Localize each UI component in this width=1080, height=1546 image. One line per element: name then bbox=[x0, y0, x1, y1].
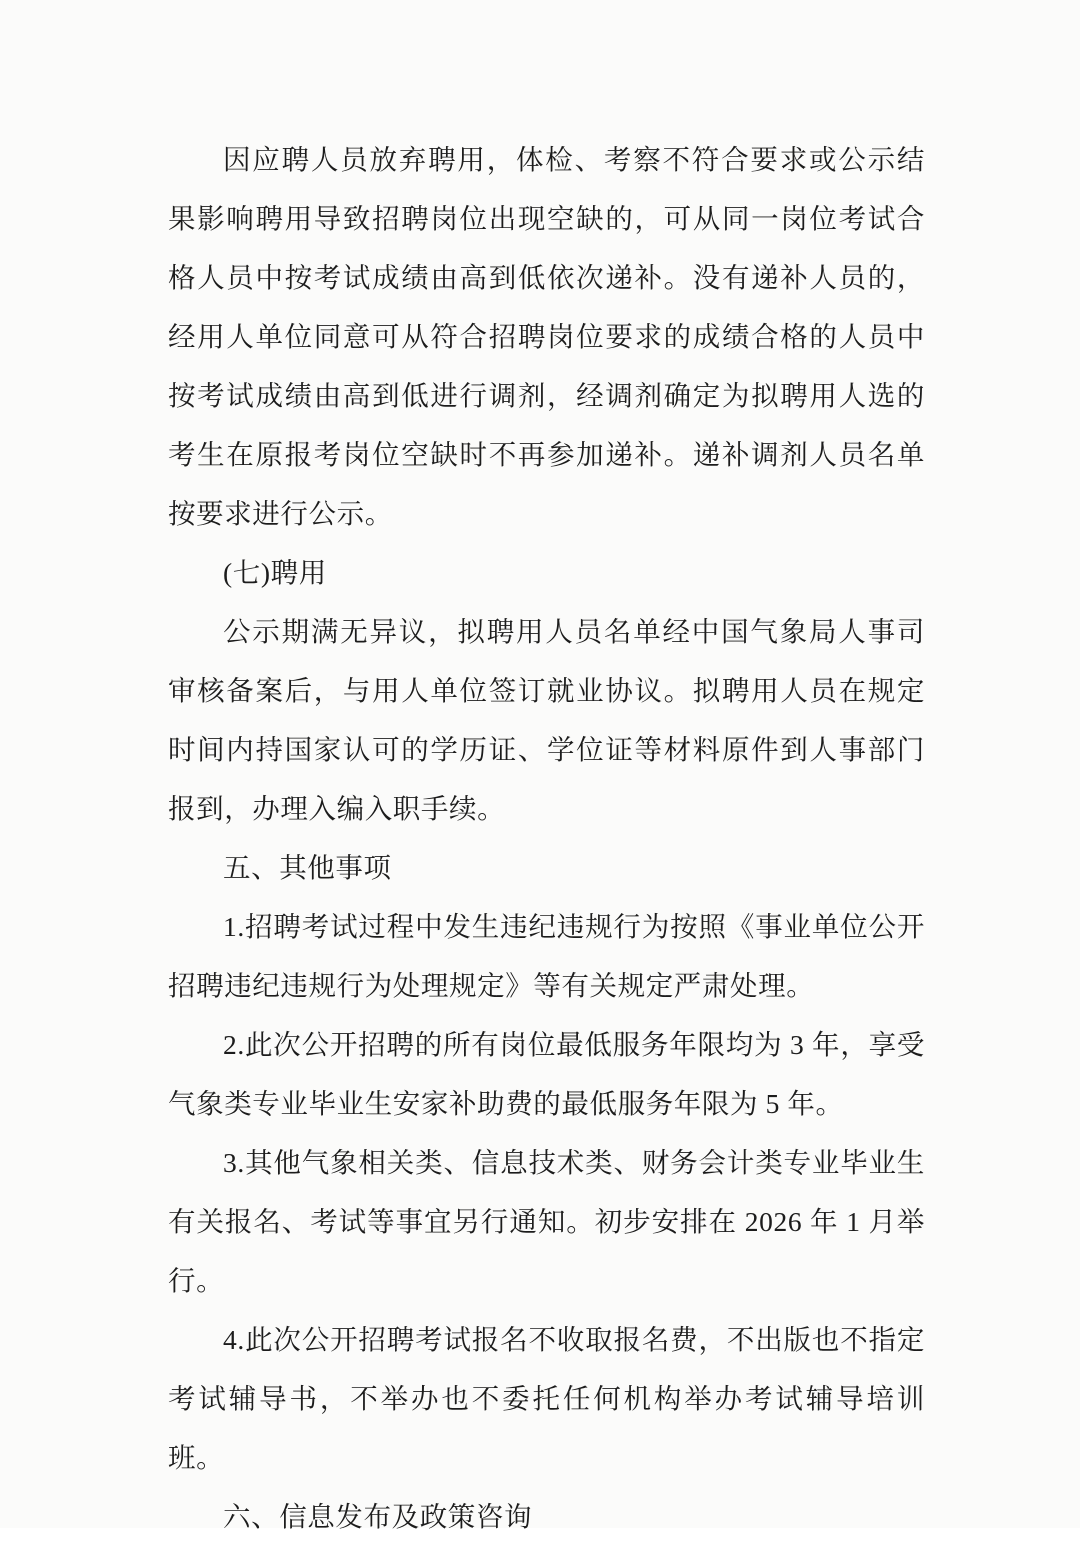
paragraph-employment-detail: 公示期满无异议，拟聘用人员名单经中国气象局人事司审核备案后，与用人单位签订就业协议。拟聘用人员在规定时间内持国家认可的学历证、学位证等材料原件到人事部门报到，办理入编入职手续。 bbox=[168, 616, 925, 824]
heading-section-six-info-release: 六、信息发布及政策咨询 bbox=[223, 1501, 533, 1532]
paragraph-item-4-no-fee: 4.此次公开招聘考试报名不收取报名费，不出版也不指定考试辅导书，不举办也不委托任何机构举办考试辅导培训班。 bbox=[168, 1324, 925, 1473]
document-body bbox=[168, 130, 925, 1546]
paragraph-item-1-discipline: 1.招聘考试过程中发生违纪违规行为按照《事业单位公开招聘违纪违规行为处理规定》等有关规定严肃处理。 bbox=[168, 911, 925, 1001]
paragraph-item-2-service-period: 2.此次公开招聘的所有岗位最低服务年限均为 3 年，享受气象类专业毕业生安家补助费的最低服务年限为 5 年。 bbox=[168, 1029, 925, 1119]
paragraph-item-3-other-majors: 3.其他气象相关类、信息技术类、财务会计类专业毕业生有关报名、考试等事宜另行通知。初步安排在 2026 年 1 月举行。 bbox=[168, 1147, 925, 1296]
heading-section-five-other-matters: 五、其他事项 bbox=[223, 852, 392, 883]
paragraph-supplement-policy: 因应聘人员放弃聘用，体检、考察不符合要求或公示结果影响聘用导致招聘岗位出现空缺的，可从同一岗位考试合格人员中按考试成绩由高到低依次递补。没有递补人员的，经用人单位同意可从符合招聘岗位要求的成绩合格的人员中按考试成绩由高到低进行调剂，经调剂确定为拟聘用人选的考生在原报考岗位空缺时不再参加递补。递补调剂人员名单按要求进行公示。 bbox=[168, 144, 925, 529]
heading-section-seven-employment: (七)聘用 bbox=[223, 557, 327, 588]
